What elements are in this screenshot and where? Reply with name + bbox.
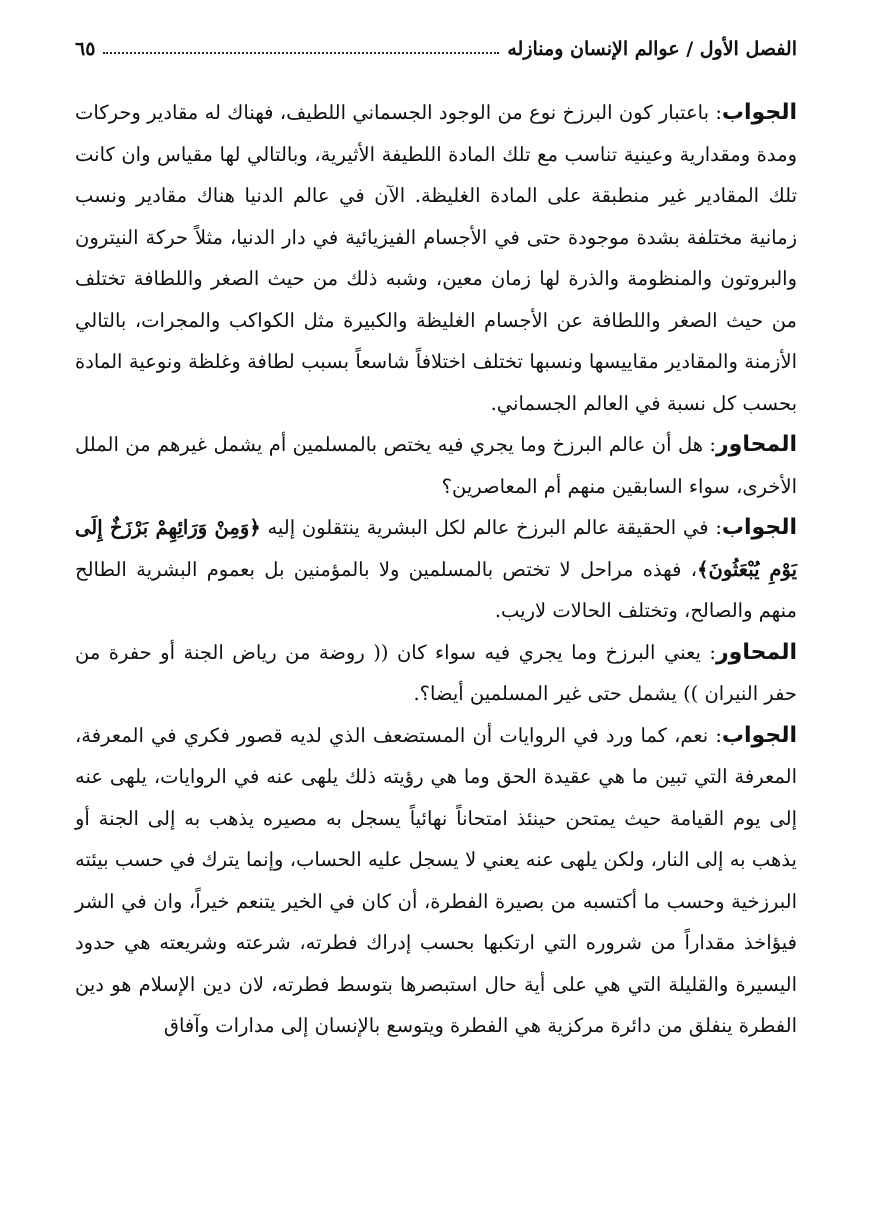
paragraph-answer-1 (75, 92, 797, 424)
dotted-leader (103, 52, 499, 54)
page-number: ٦٥ (75, 38, 96, 60)
paragraph-answer-2 (75, 507, 797, 632)
paragraph-answer-3 (75, 715, 797, 1047)
paragraph-text: ، فهذه مراحل لا تختص بالمسلمين ولا بالمؤمنين بل بعموم البشرية الطالح منهم والصالح، وتختلف الحالات لاريب. (75, 557, 797, 622)
paragraph-text: : يعني البرزخ وما يجري فيه سواء كان (( روضة من رياض الجنة أو حفرة من حفر النيران )) يشمل حتى غير المسلمين أيضا؟. (75, 640, 797, 705)
running-header (75, 34, 797, 64)
paragraph-text: : باعتبار كون البرزخ نوع من الوجود الجسماني اللطيف، فهناك له مقادير وحركات ومدة ومقدارية وعينية تناسب مع تلك المادة اللطيفة الأثيرية، وبالتالي لها مقياس وان كانت تلك المقادير غير منطبقة على المادة الغليظة. الآن في عالم الدنيا هناك مقادير ونسب زمانية مختلفة بشدة موجودة حتى في الأجسام الفيزيائية في دار الدنيا، مثلاً حركة النيترون والبروتون والمنظومة والذرة لها زمان معين، وشبه ذلك من حيث الصغر واللطافة تختلف من حيث الصغر واللطافة عن الأجسام الغليظة والكبيرة مثل الكواكب والمجرات، بالتالي الأزمنة والمقادير مقاييسها ونسبها تختلف اختلافاً شاسعاً بسبب لطافة وغلظة ونوعية المادة بحسب كل نسبة في العالم الجسماني. (75, 101, 797, 415)
speaker-label: الجواب (721, 515, 797, 540)
body-text (75, 92, 797, 1047)
speaker-label: المحاور (715, 639, 797, 665)
paragraph-text: : هل أن عالم البرزخ وما يجري فيه يختص بالمسلمين أم يشمل غيرهم من الملل الأخرى، سواء السابقين منهم أم المعاصرين؟ (75, 433, 797, 498)
speaker-label: الجواب (721, 100, 797, 125)
paragraph-question-2 (75, 632, 797, 715)
speaker-label: المحاور (715, 432, 797, 457)
book-page (75, 0, 797, 1209)
paragraph-text: : في الحقيقة عالم البرزخ عالم لكل البشرية ينتقلون إليه (260, 516, 722, 539)
paragraph-question-1 (75, 424, 797, 507)
paragraph-text: : نعم، كما ورد في الروايات أن المستضعف الذي لديه قصور فكري في المعرفة، المعرفة التي تبين ما هي عقيدة الحق وما هي رؤيته ذلك يلهى عنه في الروايات، يلهى عنه إلى يوم القيامة حيث يمتحن حينئذ امتحاناً نهائياً يسجل به مصيره يذهب به إلى الجنة أو يذهب به إلى النار، ولكن يلهى عنه يعني لا يسجل عليه الحساب، وإنما يترك في حسب بيئته البرزخية وحسب ما أكتسبه من بصيرة الفطرة، أن كان في الخير يتنعم خيراً، وان في الشر فيؤاخذ مقداراً من شروره التي ارتكبها بحسب إدراك فطرته، شرعته وشريعته هي حدود اليسيرة والقليلة التي هي على أية حال استبصرها بتوسط فطرته، لان دين الإسلام هو دين الفطرة ينفلق من دائرة مركزية هي الفطرة ويتوسع بالإنسان إلى مدارات وآفاق (75, 723, 797, 1037)
chapter-title: الفصل الأول / عوالم الإنسان ومنازله (507, 38, 797, 60)
speaker-label: الجواب (721, 722, 797, 748)
quran-verse: ﴿وَمِنْ وَرَائِهِمْ بَرْزَخٌ إِلَى يَوْمِ يُبْعَثُونَ﴾ (75, 516, 797, 581)
